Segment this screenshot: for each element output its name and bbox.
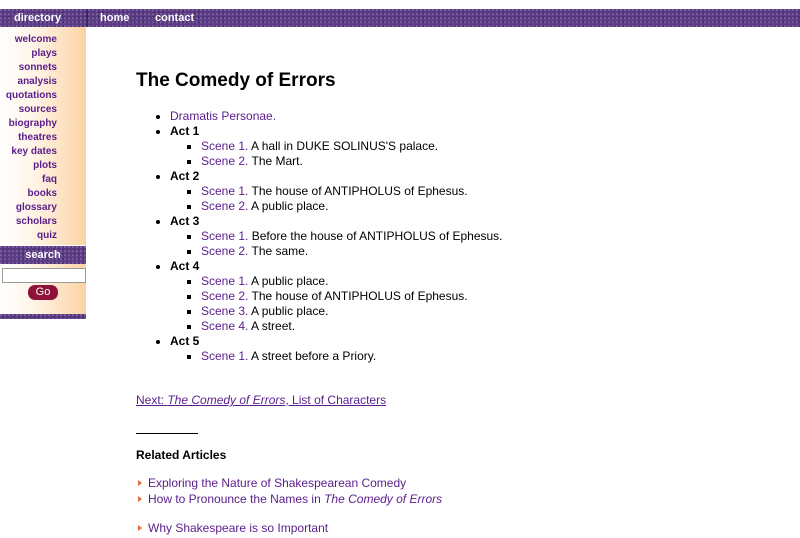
dramatis-personae-link[interactable]: Dramatis Personae. — [170, 109, 277, 123]
sidebar-item — [0, 115, 57, 129]
scene-list — [170, 229, 770, 259]
search-label: search — [25, 249, 61, 261]
act-item — [170, 259, 770, 334]
scene-item — [201, 199, 770, 214]
sidebar-item — [0, 101, 57, 115]
sidebar-item-quotations[interactable]: quotations — [5, 90, 57, 101]
scene-description: A hall in DUKE SOLINUS'S palace. — [248, 139, 439, 153]
scene-link[interactable]: Scene 4. — [201, 319, 249, 333]
act-item — [170, 169, 770, 214]
scene-item — [201, 244, 770, 259]
next-page-link[interactable] — [136, 393, 736, 407]
scene-description: A public place. — [248, 304, 329, 318]
scene-link[interactable]: Scene 2. — [201, 154, 249, 168]
scene-list — [170, 139, 770, 169]
related-article-italic: The Comedy of Errors — [324, 492, 443, 506]
nav-contact-link[interactable]: contact — [155, 12, 195, 24]
act-label: Act 4 — [170, 259, 200, 273]
scene-item — [201, 349, 770, 364]
scene-item — [201, 154, 770, 169]
sidebar-item-theatres[interactable]: theatres — [18, 132, 57, 143]
act-label: Act 1 — [170, 124, 200, 138]
scene-link[interactable]: Scene 1. — [201, 349, 249, 363]
sidebar-item — [0, 227, 57, 241]
scene-link[interactable]: Scene 1. — [201, 229, 249, 243]
search-panel — [0, 264, 86, 314]
scene-link[interactable]: Scene 1. — [201, 139, 249, 153]
sidebar — [0, 27, 86, 245]
related-articles-heading: Related Articles — [136, 448, 227, 462]
act-item — [170, 334, 770, 364]
list-item — [170, 109, 770, 124]
page-title: The Comedy of Errors — [136, 70, 336, 91]
scene-description: Before the house of ANTIPHOLUS of Ephesus. — [248, 229, 503, 243]
sidebar-item-faq[interactable]: faq — [42, 174, 57, 185]
related-article-link[interactable] — [136, 492, 736, 506]
top-nav-bar — [0, 9, 800, 27]
sidebar-item-glossary[interactable]: glossary — [15, 202, 57, 213]
sidebar-item — [0, 143, 57, 157]
act-label: Act 5 — [170, 334, 200, 348]
scene-item — [201, 139, 770, 154]
sidebar-item — [0, 213, 57, 227]
sidebar-item — [0, 45, 57, 59]
sidebar-item — [0, 73, 57, 87]
scene-description: The house of ANTIPHOLUS of Ephesus. — [248, 289, 468, 303]
nav-directory-link[interactable]: directory — [14, 12, 62, 24]
act-label: Act 3 — [170, 214, 200, 228]
scene-link[interactable]: Scene 2. — [201, 199, 249, 213]
sidebar-menu — [0, 27, 86, 241]
scene-description: A street before a Priory. — [248, 349, 377, 363]
scene-item — [201, 304, 770, 319]
sidebar-item — [0, 87, 57, 101]
scene-list — [170, 184, 770, 214]
divider-rule — [136, 433, 198, 434]
sidebar-item-sources[interactable]: sources — [18, 104, 57, 115]
sidebar-bottom-bar — [0, 314, 86, 319]
scene-description: A street. — [248, 319, 296, 333]
sidebar-item-biography[interactable]: biography — [8, 118, 57, 129]
arrow-right-icon — [138, 480, 142, 486]
sidebar-item — [0, 157, 57, 171]
scene-item — [201, 289, 770, 304]
scene-description: The Mart. — [248, 154, 303, 168]
related-article-link[interactable] — [136, 521, 736, 535]
search-header — [0, 246, 86, 264]
scene-list — [170, 274, 770, 334]
scene-description: The house of ANTIPHOLUS of Ephesus. — [248, 184, 468, 198]
act-label: Act 2 — [170, 169, 200, 183]
sidebar-item — [0, 171, 57, 185]
related-article-text: Why Shakespeare is so Important — [148, 521, 329, 535]
sidebar-item — [0, 185, 57, 199]
sidebar-item — [0, 199, 57, 213]
scene-item — [201, 274, 770, 289]
scene-link[interactable]: Scene 1. — [201, 274, 249, 288]
act-item — [170, 124, 770, 169]
related-article-text: How to Pronounce the Names in — [148, 492, 325, 506]
sidebar-item-analysis[interactable]: analysis — [17, 76, 57, 87]
nav-divider — [86, 9, 88, 27]
scene-description: A public place. — [248, 199, 329, 213]
scene-description: The same. — [248, 244, 309, 258]
sidebar-item-plots[interactable]: plots — [33, 160, 57, 171]
scene-link[interactable]: Scene 2. — [201, 244, 249, 258]
sidebar-item-sonnets[interactable]: sonnets — [18, 62, 57, 73]
scene-item — [201, 184, 770, 199]
scene-list — [170, 349, 770, 364]
act-item — [170, 214, 770, 259]
search-go-button[interactable]: Go — [28, 285, 58, 300]
scene-item — [201, 229, 770, 244]
sidebar-item-scholars[interactable]: scholars — [15, 216, 57, 227]
scene-link[interactable]: Scene 1. — [201, 184, 249, 198]
scene-description: A public place. — [248, 274, 329, 288]
scene-link[interactable]: Scene 3. — [201, 304, 249, 318]
related-article-text: Exploring the Nature of Shakespearean Comedy — [148, 476, 407, 490]
sidebar-item-welcome[interactable]: welcome — [14, 34, 57, 45]
arrow-right-icon — [138, 525, 142, 531]
sidebar-item — [0, 129, 57, 143]
sidebar-item-books[interactable]: books — [27, 188, 57, 199]
sidebar-item — [0, 31, 57, 45]
search-input[interactable] — [2, 268, 86, 283]
sidebar-item-plays[interactable]: plays — [31, 48, 57, 59]
nav-home-link[interactable]: home — [100, 12, 130, 24]
next-suffix: , List of Characters — [285, 393, 387, 407]
related-article-link[interactable] — [136, 476, 736, 490]
sidebar-item-quiz[interactable]: quiz — [37, 230, 57, 241]
scene-item — [201, 319, 770, 334]
next-prefix: Next: — [136, 393, 168, 407]
play-contents-list — [136, 109, 770, 364]
sidebar-item-key-dates[interactable]: key dates — [11, 146, 57, 157]
sidebar-item — [0, 59, 57, 73]
next-title: The Comedy of Errors — [167, 393, 286, 407]
arrow-right-icon — [138, 496, 142, 502]
scene-link[interactable]: Scene 2. — [201, 289, 249, 303]
